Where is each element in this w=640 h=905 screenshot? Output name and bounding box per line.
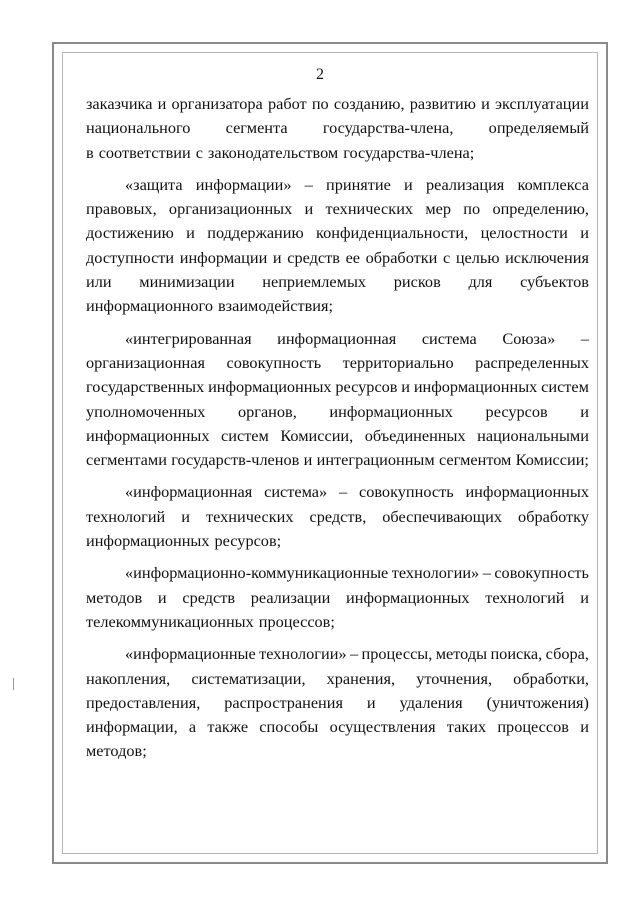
word: созданию, — [333, 94, 405, 113]
word: осуществления — [329, 717, 436, 737]
word: предоставления, — [86, 692, 201, 712]
paragraph — [86, 92, 589, 165]
text-line — [86, 667, 589, 691]
word: государств-членов — [171, 450, 300, 470]
word: Комиссии, — [280, 425, 354, 445]
word: информационных — [86, 425, 210, 445]
word: технологий — [485, 587, 565, 607]
word: информации, — [86, 717, 178, 737]
word: процессов; — [258, 611, 335, 631]
word: систем — [221, 425, 269, 445]
word: информации» — [195, 174, 292, 194]
word: работ — [267, 94, 307, 113]
word: и — [404, 174, 413, 194]
word: объединенных — [364, 425, 466, 445]
word: правовых, — [86, 199, 157, 219]
word: информационных — [346, 587, 470, 607]
text-line — [86, 424, 589, 448]
word: «информационные — [125, 644, 256, 664]
text-line — [86, 221, 589, 245]
word: средств — [182, 587, 236, 607]
word: технических — [206, 506, 294, 526]
text-line — [86, 448, 589, 472]
word: систематизации, — [191, 668, 306, 688]
word: (уничтожения) — [486, 692, 589, 712]
word: органов, — [238, 401, 297, 421]
word: организатора — [171, 94, 263, 113]
word: Союза» — [502, 328, 556, 348]
word: достижению — [86, 223, 174, 243]
word: организационная — [86, 352, 205, 372]
document-body — [86, 92, 589, 764]
text-line — [86, 351, 589, 375]
word: целостности — [480, 223, 568, 243]
word: и — [272, 247, 282, 267]
word: совокупность — [494, 563, 589, 583]
word: развитию — [409, 94, 476, 113]
word: доступности — [86, 247, 175, 267]
word: информационного — [86, 296, 213, 316]
text-line — [86, 246, 589, 270]
word: систем — [541, 377, 589, 397]
word: и — [580, 223, 589, 243]
word: и — [186, 223, 195, 243]
paragraph — [86, 561, 589, 634]
word: информационных — [413, 377, 538, 397]
word: ресурсов — [485, 401, 548, 421]
word: процессов — [497, 717, 569, 737]
word: реализация — [425, 174, 505, 194]
word: информационных — [86, 531, 210, 551]
word: методов — [86, 587, 143, 607]
text-line — [86, 375, 589, 399]
word: и — [157, 94, 167, 113]
word: ее — [345, 247, 361, 267]
text-line — [86, 141, 589, 165]
text-line — [86, 116, 589, 140]
word: – — [580, 328, 589, 348]
word: минимизации — [139, 272, 235, 292]
word: информационных — [329, 401, 453, 421]
word: национальными — [477, 425, 589, 445]
text-line — [86, 561, 589, 585]
text-line — [86, 715, 589, 739]
word: совокупность — [358, 482, 454, 502]
word: технических — [325, 199, 414, 219]
word: – — [339, 482, 348, 502]
word: средств — [287, 247, 340, 267]
word: или — [86, 272, 112, 292]
text-line — [86, 739, 589, 763]
word: определению, — [492, 199, 589, 219]
text-line — [86, 400, 589, 424]
word: – — [482, 563, 491, 583]
word: национального — [86, 118, 191, 138]
word: обработку — [518, 506, 589, 526]
word: – — [349, 644, 359, 664]
word: сегментами — [86, 450, 167, 470]
word: по — [463, 199, 481, 219]
text-line — [86, 691, 589, 715]
word: с — [195, 142, 203, 162]
text-line — [86, 270, 589, 294]
text-line — [86, 327, 589, 351]
paragraph — [86, 642, 589, 763]
word: для — [468, 272, 493, 292]
word: ресурсов — [335, 377, 398, 397]
word: удаления — [399, 692, 463, 712]
word: государства-члена, — [322, 118, 454, 138]
word: распределенных — [475, 352, 589, 372]
word: субъектов — [520, 272, 589, 292]
word: система» — [264, 482, 328, 502]
word: «защита — [125, 174, 183, 194]
word: заказчика — [86, 94, 153, 113]
word: и — [481, 94, 490, 113]
word: – — [304, 174, 313, 194]
word: таких — [446, 717, 487, 737]
word: обработки — [365, 247, 438, 267]
text-line — [86, 197, 589, 221]
text-line — [86, 610, 589, 634]
word: информационных — [465, 482, 589, 502]
text-line — [86, 529, 589, 553]
word: совокупность — [226, 352, 322, 372]
word: способы — [259, 717, 319, 737]
paragraph — [86, 327, 589, 473]
word: и — [580, 401, 589, 421]
word: соответствии — [98, 142, 191, 162]
word: организационных — [168, 199, 293, 219]
word: определяемый — [488, 118, 589, 138]
word: информационных — [208, 377, 332, 397]
word: методы — [435, 644, 488, 664]
word: «интегрированная — [125, 328, 252, 348]
word: интеграционным — [316, 450, 435, 470]
word: информационная — [277, 328, 397, 348]
text-line — [86, 92, 589, 116]
word: с — [442, 247, 451, 267]
word: технологии» — [391, 563, 480, 583]
word: в — [86, 142, 94, 162]
word: уточнения, — [416, 668, 493, 688]
page-number: 2 — [316, 66, 324, 83]
word: и — [157, 587, 167, 607]
text-line — [86, 505, 589, 529]
word: рисков — [393, 272, 441, 292]
word: эксплуатации — [494, 94, 589, 113]
word: и — [181, 506, 190, 526]
word: «информационная — [125, 482, 253, 502]
word: а — [188, 717, 197, 737]
word: «информационно-коммуникационные — [125, 563, 389, 583]
word: и — [303, 450, 313, 470]
word: обеспечивающих — [382, 506, 503, 526]
word: и — [366, 692, 376, 712]
word: сбора, — [545, 644, 589, 664]
word: процессы, — [361, 644, 433, 664]
word: распространения — [224, 692, 343, 712]
word: взаимодействия; — [217, 296, 333, 316]
word: государства-члена; — [343, 142, 475, 162]
word: информации — [179, 247, 268, 267]
word: законодательством — [207, 142, 339, 162]
word: и — [580, 587, 589, 607]
word: телекоммуникационных — [86, 611, 254, 631]
word: сегментом — [438, 450, 512, 470]
word: исключения — [505, 247, 589, 267]
word: средств, — [309, 506, 367, 526]
text-line — [86, 480, 589, 504]
word: поддержанию — [207, 223, 304, 243]
word: неприемлемых — [262, 272, 367, 292]
word: накопления, — [86, 668, 171, 688]
word: Комиссии; — [515, 450, 589, 470]
word: комплекса — [517, 174, 589, 194]
word: и — [304, 199, 314, 219]
text-line — [86, 173, 589, 197]
word: хранения, — [326, 668, 396, 688]
text-line — [86, 586, 589, 610]
word: конфиденциальности, — [316, 223, 469, 243]
word: уполномоченных — [86, 401, 206, 421]
word: реализации — [250, 587, 331, 607]
word: и — [580, 717, 589, 737]
word: поиска, — [490, 644, 543, 664]
word: сегмента — [225, 118, 288, 138]
paragraph — [86, 173, 589, 319]
word: принятие — [326, 174, 391, 194]
text-line — [86, 294, 589, 318]
text-line — [86, 642, 589, 666]
word: и — [401, 377, 411, 397]
scan-mark — [13, 678, 14, 690]
word: целью — [455, 247, 500, 267]
word: ресурсов; — [214, 531, 282, 551]
word: мер — [425, 199, 452, 219]
word: обработки, — [513, 668, 589, 688]
word: также — [207, 717, 249, 737]
word: по — [311, 94, 329, 113]
paragraph — [86, 480, 589, 553]
word: технологий — [86, 506, 166, 526]
word: государственных — [86, 377, 205, 397]
word: технологии» — [259, 644, 347, 664]
word: территориально — [342, 352, 454, 372]
word: методов; — [86, 741, 147, 761]
word: система — [421, 328, 477, 348]
